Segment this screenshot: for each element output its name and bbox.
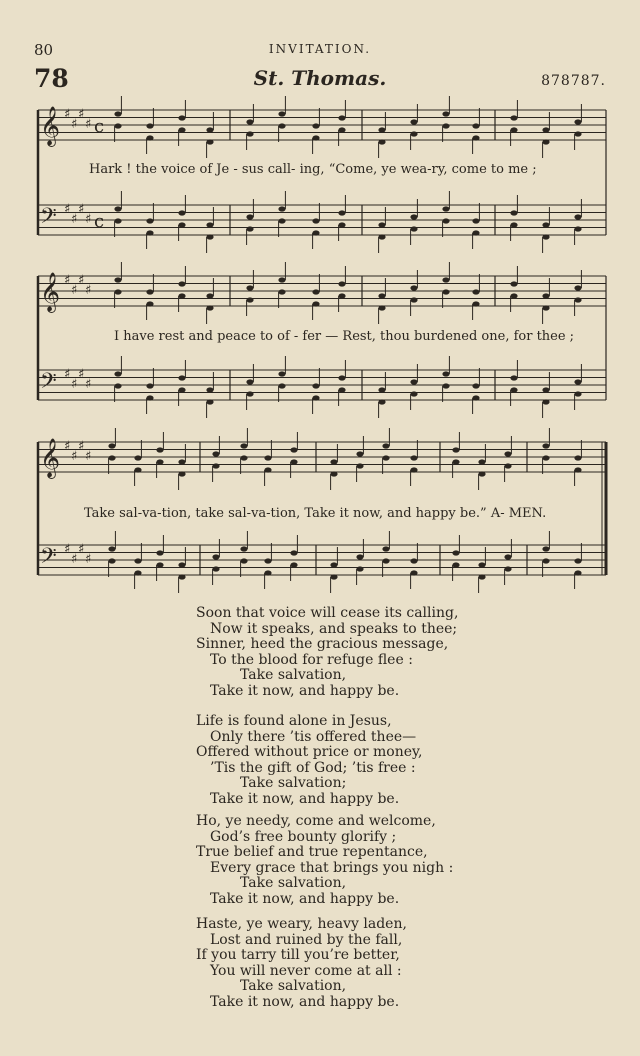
note-head xyxy=(542,222,549,227)
stanza-4 xyxy=(196,917,407,1011)
note-head xyxy=(442,289,449,294)
note-head xyxy=(312,123,319,128)
stanza-line: Soon that voice will cease its calling, xyxy=(196,605,459,621)
note-head xyxy=(574,285,581,290)
note-head xyxy=(212,463,219,468)
note-head xyxy=(378,234,385,239)
note-head xyxy=(246,391,253,396)
note-head xyxy=(574,226,581,231)
note-head xyxy=(574,214,581,219)
note-head xyxy=(312,395,319,400)
stanza-line: Every grace that brings you nigh : xyxy=(210,859,454,876)
sharp-icon: ♯ xyxy=(71,117,78,132)
note-head xyxy=(574,455,581,460)
note-head xyxy=(378,387,385,392)
note-head xyxy=(206,234,213,239)
note-head xyxy=(246,226,253,231)
note-head xyxy=(510,222,517,227)
note-head xyxy=(410,297,417,302)
stanza-line: Offered without price or money, xyxy=(196,744,423,761)
note-head xyxy=(542,546,549,551)
note-head xyxy=(156,562,163,567)
note-head xyxy=(178,562,185,567)
note-head xyxy=(338,387,345,392)
note-head xyxy=(510,210,517,215)
note-head xyxy=(312,230,319,235)
note-head xyxy=(312,218,319,223)
note-head xyxy=(146,383,153,388)
note-head xyxy=(542,234,549,239)
sharp-icon: ♯ xyxy=(71,283,78,298)
note-head xyxy=(378,293,385,298)
lyric-line-1: Hark ! the voice of Je - sus call- ing, “Come, ye wea-ry, come to me ; xyxy=(89,162,537,177)
note-head xyxy=(114,111,121,116)
treble-clef-icon: 𝄞 xyxy=(40,106,61,146)
note-head xyxy=(338,127,345,132)
stanza-line: To the blood for refuge flee : xyxy=(210,651,413,668)
note-head xyxy=(330,562,337,567)
note-head xyxy=(278,277,285,282)
note-head xyxy=(410,558,417,563)
note-head xyxy=(542,139,549,144)
note-head xyxy=(134,467,141,472)
note-head xyxy=(452,562,459,567)
sharp-icon: ♯ xyxy=(78,273,85,288)
note-head xyxy=(264,570,271,575)
sharp-icon: ♯ xyxy=(64,107,71,122)
note-head xyxy=(278,289,285,294)
sharp-icon: ♯ xyxy=(78,439,85,454)
note-head xyxy=(574,297,581,302)
note-head xyxy=(574,558,581,563)
stanza-line: Take it now, and happy be. xyxy=(210,993,400,1010)
treble-clef-icon: 𝄞 xyxy=(40,272,61,312)
note-head xyxy=(146,301,153,306)
note-head xyxy=(452,459,459,464)
note-head xyxy=(178,210,185,215)
note-head xyxy=(206,305,213,310)
note-head xyxy=(108,546,115,551)
note-head xyxy=(542,399,549,404)
note-head xyxy=(478,574,485,579)
note-head xyxy=(206,222,213,227)
note-head xyxy=(146,395,153,400)
note-head xyxy=(510,127,517,132)
note-head xyxy=(542,443,549,448)
note-head xyxy=(206,139,213,144)
sharp-icon: ♯ xyxy=(71,449,78,464)
note-head xyxy=(240,443,247,448)
lyric-line-3: Take sal-va-tion, take sal-va-tion, Take it now, and happy be.” A- MEN. xyxy=(84,506,547,521)
stanza-line: Take it now, and happy be. xyxy=(210,682,400,699)
note-head xyxy=(472,230,479,235)
note-head xyxy=(478,459,485,464)
stanza-line: Take salvation, xyxy=(240,875,347,892)
note-head xyxy=(442,123,449,128)
note-head xyxy=(356,451,363,456)
note-head xyxy=(108,558,115,563)
note-head xyxy=(382,546,389,551)
note-head xyxy=(246,119,253,124)
note-head xyxy=(178,375,185,380)
note-head xyxy=(442,371,449,376)
note-head xyxy=(574,131,581,136)
common-time-icon: c xyxy=(94,211,105,232)
stanza-3 xyxy=(196,814,453,908)
note-head xyxy=(472,135,479,140)
sharp-icon: ♯ xyxy=(78,542,85,557)
note-head xyxy=(178,471,185,476)
stanza-line: Take salvation, xyxy=(240,667,347,684)
note-head xyxy=(542,293,549,298)
sharp-icon: ♯ xyxy=(64,273,71,288)
note-head xyxy=(338,210,345,215)
note-head xyxy=(178,293,185,298)
note-head xyxy=(134,558,141,563)
note-head xyxy=(178,459,185,464)
lyric-line-2: I have rest and peace to of - fer — Rest, thou burdened one, for thee ; xyxy=(114,329,575,344)
note-head xyxy=(574,467,581,472)
stanza-line: Now it speaks, and speaks to thee; xyxy=(210,620,458,637)
note-head xyxy=(338,222,345,227)
sharp-icon: ♯ xyxy=(64,439,71,454)
sharp-icon: ♯ xyxy=(78,367,85,382)
note-head xyxy=(504,554,511,559)
note-head xyxy=(240,455,247,460)
stanza-line: You will never come at all : xyxy=(210,962,402,979)
note-head xyxy=(278,383,285,388)
stanza-line: God’s free bounty glorify ; xyxy=(210,828,397,845)
stanza-line: Take salvation; xyxy=(240,775,347,792)
note-head xyxy=(330,574,337,579)
note-head xyxy=(178,127,185,132)
note-head xyxy=(472,123,479,128)
note-head xyxy=(382,443,389,448)
note-head xyxy=(178,387,185,392)
sharp-icon: ♯ xyxy=(85,552,92,567)
note-head xyxy=(156,459,163,464)
note-head xyxy=(114,218,121,223)
note-head xyxy=(442,277,449,282)
note-head xyxy=(146,135,153,140)
note-head xyxy=(114,371,121,376)
bass-clef-icon: 𝄢 xyxy=(40,204,57,234)
stanza-line: Sinner, heed the gracious message, xyxy=(196,636,449,653)
note-head xyxy=(338,115,345,120)
note-head xyxy=(206,399,213,404)
sharp-icon: ♯ xyxy=(85,117,92,132)
note-head xyxy=(338,293,345,298)
stanza-line: Take it now, and happy be. xyxy=(210,790,400,807)
note-head xyxy=(410,467,417,472)
note-head xyxy=(356,463,363,468)
note-head xyxy=(356,554,363,559)
note-head xyxy=(338,375,345,380)
stanza-1 xyxy=(196,606,458,700)
note-head xyxy=(278,371,285,376)
note-head xyxy=(338,281,345,286)
note-head xyxy=(574,570,581,575)
note-head xyxy=(478,562,485,567)
note-head xyxy=(108,455,115,460)
note-head xyxy=(156,447,163,452)
note-head xyxy=(330,459,337,464)
note-head xyxy=(472,301,479,306)
note-head xyxy=(378,222,385,227)
note-head xyxy=(542,305,549,310)
stanza-line: ’Tis the gift of God; ’tis free : xyxy=(210,759,416,776)
sharp-icon: ♯ xyxy=(85,283,92,298)
note-head xyxy=(240,546,247,551)
note-head xyxy=(178,222,185,227)
note-head xyxy=(290,459,297,464)
note-head xyxy=(114,289,121,294)
note-head xyxy=(442,218,449,223)
common-time-icon: c xyxy=(94,116,105,137)
stanza-line: Only there ’tis offered thee— xyxy=(210,728,417,745)
note-head xyxy=(574,119,581,124)
treble-clef-icon: 𝄞 xyxy=(40,438,61,478)
note-head xyxy=(114,206,121,211)
note-head xyxy=(246,214,253,219)
note-head xyxy=(212,451,219,456)
section-title: INVITATION. xyxy=(268,42,372,56)
note-head xyxy=(510,115,517,120)
note-head xyxy=(442,383,449,388)
stanza-line: If you tarry till you’re better, xyxy=(196,947,400,964)
note-head xyxy=(410,226,417,231)
sharp-icon: ♯ xyxy=(64,367,71,382)
stanza-line: True belief and true repentance, xyxy=(196,844,428,861)
bass-clef-icon: 𝄢 xyxy=(40,369,57,399)
stanza-line: Life is found alone in Jesus, xyxy=(196,713,392,729)
note-head xyxy=(472,383,479,388)
hymn-number: 78 xyxy=(34,64,69,93)
note-head xyxy=(510,293,517,298)
note-head xyxy=(442,206,449,211)
note-head xyxy=(178,115,185,120)
note-head xyxy=(410,119,417,124)
note-head xyxy=(178,281,185,286)
sharp-icon: ♯ xyxy=(78,107,85,122)
sharp-icon: ♯ xyxy=(71,212,78,227)
note-head xyxy=(378,127,385,132)
note-head xyxy=(382,558,389,563)
sharp-icon: ♯ xyxy=(71,552,78,567)
note-head xyxy=(452,550,459,555)
note-head xyxy=(278,218,285,223)
note-head xyxy=(312,289,319,294)
stanza-line: Ho, ye needy, come and welcome, xyxy=(196,813,436,829)
note-head xyxy=(212,554,219,559)
note-head xyxy=(472,289,479,294)
note-head xyxy=(442,111,449,116)
note-head xyxy=(378,399,385,404)
note-head xyxy=(382,455,389,460)
note-head xyxy=(264,455,271,460)
note-head xyxy=(290,447,297,452)
note-head xyxy=(264,558,271,563)
note-head xyxy=(378,305,385,310)
note-head xyxy=(542,387,549,392)
stanza-line: Take it now, and happy be. xyxy=(210,890,400,907)
note-head xyxy=(246,379,253,384)
sharp-icon: ♯ xyxy=(85,212,92,227)
note-head xyxy=(108,443,115,448)
sharp-icon: ♯ xyxy=(71,377,78,392)
note-head xyxy=(410,379,417,384)
sharp-icon: ♯ xyxy=(85,449,92,464)
stanza-line: Take salvation, xyxy=(240,978,347,995)
note-head xyxy=(134,570,141,575)
note-head xyxy=(574,379,581,384)
note-head xyxy=(312,383,319,388)
note-head xyxy=(156,550,163,555)
note-head xyxy=(510,387,517,392)
bass-clef-icon: 𝄢 xyxy=(40,544,57,574)
note-head xyxy=(410,285,417,290)
note-head xyxy=(356,566,363,571)
note-head xyxy=(410,455,417,460)
page-number: 80 xyxy=(34,41,54,59)
note-head xyxy=(452,447,459,452)
note-head xyxy=(114,383,121,388)
note-head xyxy=(410,131,417,136)
note-head xyxy=(510,375,517,380)
note-head xyxy=(278,111,285,116)
sharp-icon: ♯ xyxy=(64,202,71,217)
note-head xyxy=(246,285,253,290)
note-head xyxy=(146,218,153,223)
note-head xyxy=(574,391,581,396)
note-head xyxy=(504,566,511,571)
note-head xyxy=(330,471,337,476)
note-head xyxy=(290,550,297,555)
note-head xyxy=(410,570,417,575)
note-head xyxy=(278,206,285,211)
stanza-line: Haste, ye weary, heavy laden, xyxy=(196,916,407,932)
note-head xyxy=(472,218,479,223)
note-head xyxy=(278,123,285,128)
note-head xyxy=(378,139,385,144)
note-head xyxy=(478,471,485,476)
note-head xyxy=(240,558,247,563)
note-head xyxy=(206,127,213,132)
note-head xyxy=(410,391,417,396)
note-head xyxy=(542,127,549,132)
note-head xyxy=(510,281,517,286)
note-head xyxy=(504,463,511,468)
note-head xyxy=(146,289,153,294)
stanza-2 xyxy=(196,714,423,808)
note-head xyxy=(114,123,121,128)
note-head xyxy=(134,455,141,460)
note-head xyxy=(290,562,297,567)
stanza-line: Lost and ruined by the fall, xyxy=(210,931,403,948)
note-head xyxy=(146,123,153,128)
note-head xyxy=(246,297,253,302)
note-head xyxy=(178,574,185,579)
sharp-icon: ♯ xyxy=(64,542,71,557)
note-head xyxy=(206,387,213,392)
note-head xyxy=(212,566,219,571)
note-head xyxy=(472,395,479,400)
note-head xyxy=(114,277,121,282)
note-head xyxy=(504,451,511,456)
note-head xyxy=(410,214,417,219)
note-head xyxy=(312,301,319,306)
note-head xyxy=(542,455,549,460)
tune-name: St. Thomas. xyxy=(253,66,387,90)
note-head xyxy=(542,558,549,563)
note-head xyxy=(146,230,153,235)
note-head xyxy=(206,293,213,298)
note-head xyxy=(312,135,319,140)
note-head xyxy=(264,467,271,472)
note-head xyxy=(246,131,253,136)
sharp-icon: ♯ xyxy=(78,202,85,217)
sharp-icon: ♯ xyxy=(85,377,92,392)
meter: 878787. xyxy=(541,73,606,89)
